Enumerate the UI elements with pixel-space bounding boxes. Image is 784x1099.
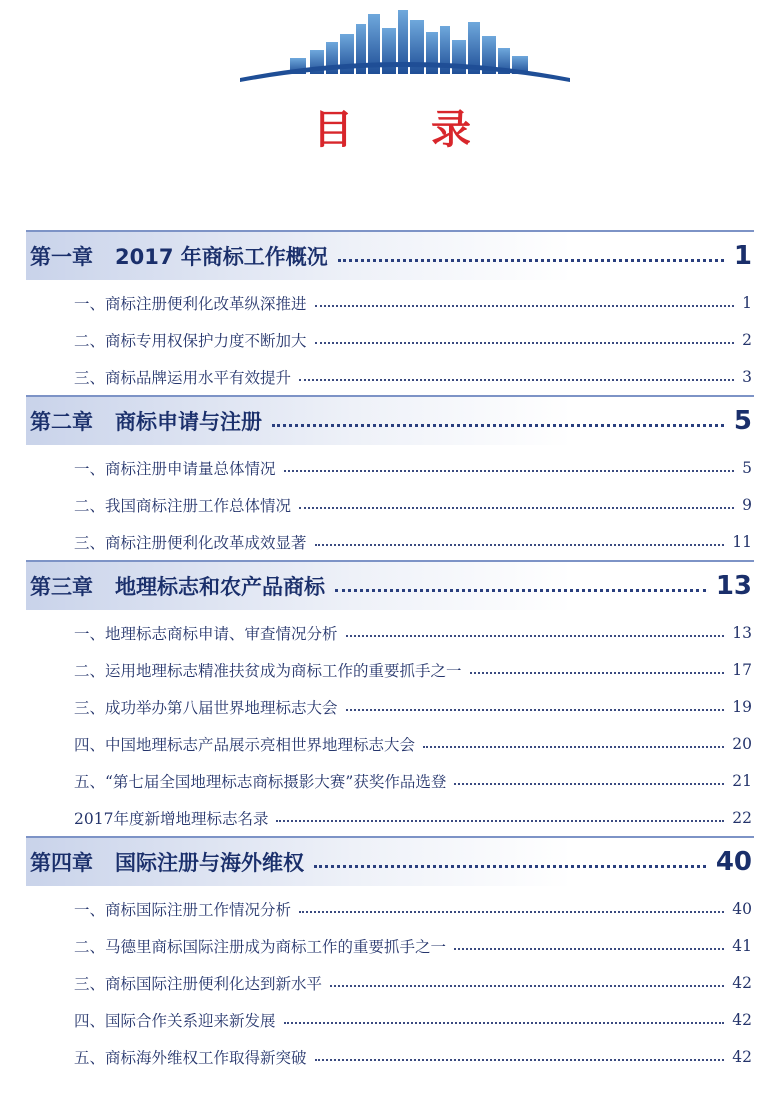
entry-title: 四、中国地理标志产品展示亮相世界地理标志大会 <box>74 735 416 754</box>
entry-page-number: 22 <box>732 808 752 827</box>
city-skyline-icon <box>230 6 580 86</box>
leader-dots <box>335 589 706 592</box>
leader-dots <box>330 985 724 987</box>
entry-page-number: 40 <box>732 899 752 918</box>
entry-title: 二、运用地理标志精准扶贫成为商标工作的重要抓手之一 <box>74 661 462 680</box>
entry-page-number: 42 <box>732 1047 752 1066</box>
leader-dots <box>346 635 725 637</box>
leader-dots <box>315 1059 725 1061</box>
entry-page-number: 20 <box>732 734 752 753</box>
entry-page-number: 41 <box>732 936 752 955</box>
chapter-heading[interactable] <box>26 836 754 886</box>
toc-entry[interactable] <box>26 284 754 321</box>
leader-dots <box>315 305 735 307</box>
entry-title: 五、“第七届全国地理标志商标摄影大赛”获奖作品选登 <box>74 772 447 791</box>
entry-title: 2017年度新增地理标志名录 <box>74 809 269 828</box>
toc-entry[interactable] <box>26 486 754 523</box>
leader-dots <box>276 820 724 822</box>
chapter-page-number: 5 <box>733 406 752 436</box>
entry-title: 三、商标国际注册便利化达到新水平 <box>74 974 323 993</box>
chapter-number: 第三章 <box>30 575 93 599</box>
toc-entry[interactable] <box>26 1001 754 1038</box>
entry-title: 一、地理标志商标申请、审查情况分析 <box>74 624 338 643</box>
entry-title: 二、马德里商标国际注册成为商标工作的重要抓手之一 <box>74 937 447 956</box>
entry-title: 一、商标国际注册工作情况分析 <box>74 900 292 919</box>
entry-page-number: 5 <box>742 458 752 477</box>
leader-dots <box>454 948 724 950</box>
entry-title: 二、我国商标注册工作总体情况 <box>74 496 292 515</box>
leader-dots <box>272 424 724 427</box>
entry-page-number: 9 <box>742 495 752 514</box>
chapter-title: 国际注册与海外维权 <box>115 851 304 875</box>
entry-page-number: 17 <box>732 660 752 679</box>
leader-dots <box>299 911 724 913</box>
toc-entry[interactable] <box>26 927 754 964</box>
leader-dots <box>315 342 735 344</box>
toc-entry[interactable] <box>26 614 754 651</box>
entry-title: 二、商标专用权保护力度不断加大 <box>74 331 307 350</box>
page-title: 目 录 <box>313 107 503 153</box>
toc-entry[interactable] <box>26 358 754 395</box>
chapter-page-number: 13 <box>715 571 752 601</box>
leader-dots <box>284 1022 725 1024</box>
chapter-heading[interactable] <box>26 230 754 280</box>
entry-title: 一、商标注册申请量总体情况 <box>74 459 276 478</box>
chapter-page-number: 40 <box>715 847 752 877</box>
leader-dots <box>470 672 725 674</box>
leader-dots <box>314 865 706 868</box>
toc-entry[interactable] <box>26 1038 754 1075</box>
toc-entry[interactable] <box>26 449 754 486</box>
toc-entry[interactable] <box>26 890 754 927</box>
chapter-number: 第四章 <box>30 851 93 875</box>
chapter-title: 商标申请与注册 <box>115 410 262 434</box>
entry-title: 三、商标注册便利化改革成效显著 <box>74 533 307 552</box>
chapter-title: 地理标志和农产品商标 <box>115 575 325 599</box>
entry-page-number: 11 <box>732 532 752 551</box>
entry-page-number: 42 <box>732 1010 752 1029</box>
chapter-page-number: 1 <box>733 241 752 271</box>
entry-title: 一、商标注册便利化改革纵深推进 <box>74 294 307 313</box>
entry-page-number: 21 <box>732 771 752 790</box>
entry-title: 五、商标海外维权工作取得新突破 <box>74 1048 307 1067</box>
leader-dots <box>338 259 724 262</box>
leader-dots <box>299 507 734 509</box>
leader-dots <box>315 544 725 546</box>
table-of-contents <box>26 230 754 1075</box>
toc-entry[interactable] <box>26 762 754 799</box>
toc-entry[interactable] <box>26 799 754 836</box>
leader-dots <box>423 746 724 748</box>
leader-dots <box>346 709 725 711</box>
entry-title: 三、成功举办第八届世界地理标志大会 <box>74 698 338 717</box>
chapter-heading[interactable] <box>26 395 754 445</box>
entry-page-number: 13 <box>732 623 752 642</box>
chapter-number: 第二章 <box>30 410 93 434</box>
entry-page-number: 19 <box>732 697 752 716</box>
chapter-number: 第一章 <box>30 245 93 269</box>
entry-page-number: 3 <box>742 367 752 386</box>
leader-dots <box>454 783 724 785</box>
toc-entry[interactable] <box>26 964 754 1001</box>
toc-entry[interactable] <box>26 688 754 725</box>
toc-entry[interactable] <box>26 651 754 688</box>
toc-entry[interactable] <box>26 321 754 358</box>
chapter-heading[interactable] <box>26 560 754 610</box>
toc-entry[interactable] <box>26 523 754 560</box>
entry-page-number: 1 <box>742 293 752 312</box>
leader-dots <box>299 379 734 381</box>
entry-title: 三、商标品牌运用水平有效提升 <box>74 368 292 387</box>
toc-entry[interactable] <box>26 725 754 762</box>
entry-page-number: 2 <box>742 330 752 349</box>
entry-title: 四、国际合作关系迎来新发展 <box>74 1011 276 1030</box>
leader-dots <box>284 470 735 472</box>
entry-page-number: 42 <box>732 973 752 992</box>
chapter-title: 2017 年商标工作概况 <box>115 245 328 269</box>
